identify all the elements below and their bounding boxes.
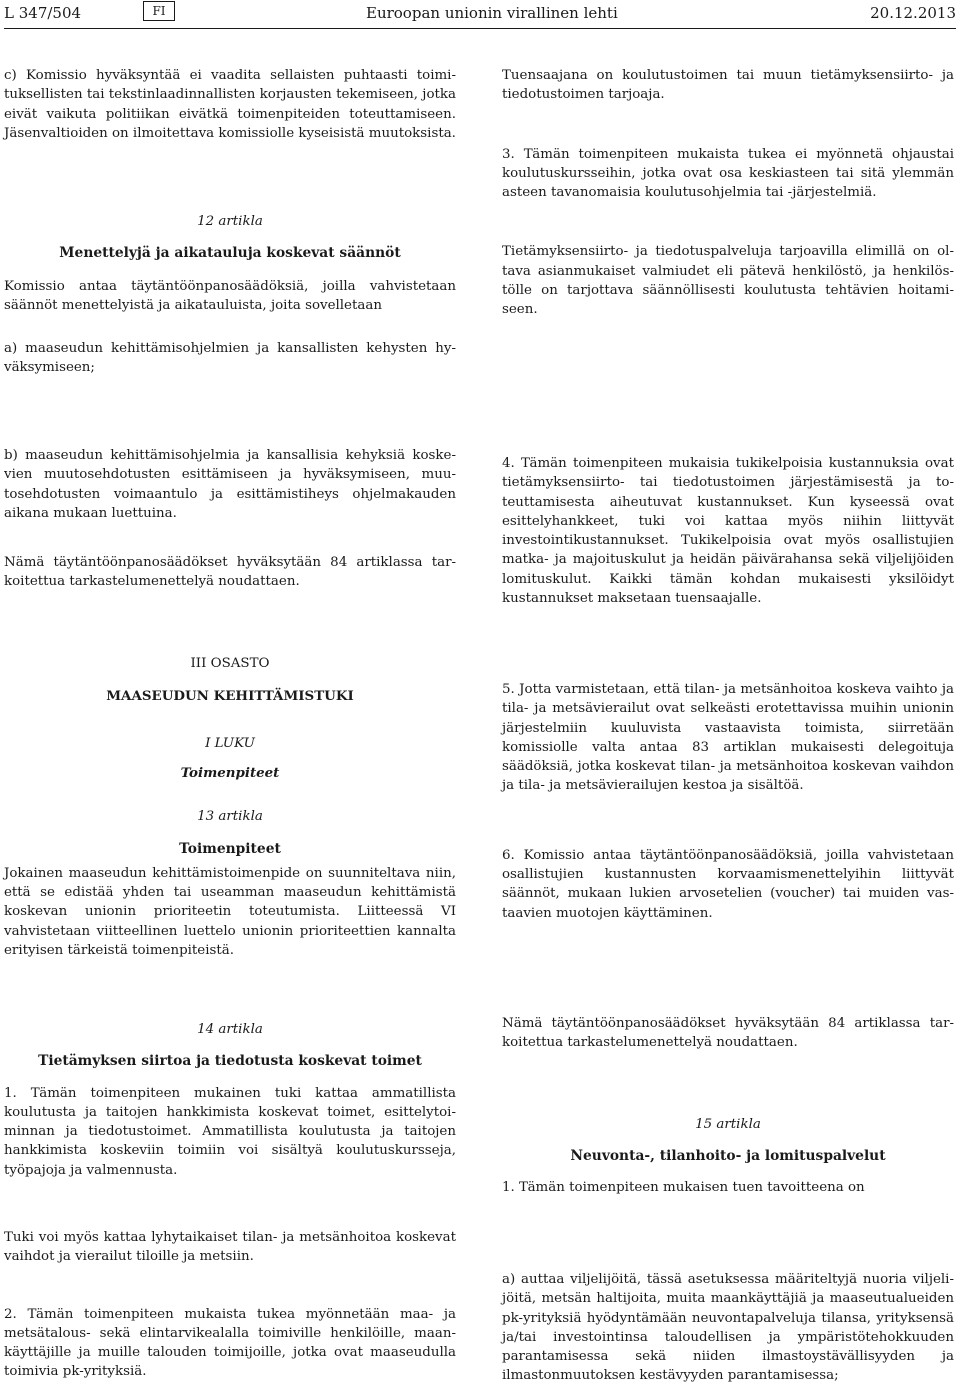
title-iii-block [4, 654, 456, 960]
article-title: Toimenpiteet [179, 841, 281, 858]
journal-title: Euroopan unionin virallinen lehti [366, 4, 618, 22]
paragraph: Tuki voi myös kattaa lyhytaikaiset tilan- ja metsänhoitoa koskevat vaihdot ja vierailut tiloille ja metsiin. [4, 1230, 456, 1265]
paragraph: 4. Tämän toimenpiteen mukaisia tukikelpoisia kustannuksia ovat tietämyksensiirto- tai tiedotustoimen järjestämisestä ja toteuttamisesta aiheutuvat kustannukset. Kun kyseessä ovat esittelyhankkeet, tuki voi kattaa myös niihin liittyvät investointikustannukset. Tukikelpoisia ovat myös osallistujien matka- ja majoituskulut ja heidän päivärahansa sekä viljelijöiden lomituskulut. Kaikki tämän kohdan mukaisesti yksilöidyt kustannukset maksetaan tuensaajalle. [502, 456, 954, 607]
paragraph-1: 1. Tämän toimenpiteen mukaisen tuen tavoitteena on [502, 1180, 865, 1196]
paragraph: Komissio antaa täytäntöönpanosäädöksiä, joilla vahvistetaan säännöt menettelyistä ja aikatauluista, joita sovelletaan [4, 278, 456, 313]
article-14 [4, 1020, 456, 1180]
article-number: 15 artikla [695, 1116, 761, 1132]
item-b: b) maaseudun kehittämisohjelmia ja kansallisia kehyksiä koskevien muutosehdotusten esittämiseen ja hyväksymiseen, muutosehdotusten voimaantulo ja esittämistiheys ohjelmakauden aikana mukaan luettuina. [4, 448, 456, 521]
article-title: Tietämyksen siirtoa ja tiedotusta koskevat toimet [38, 1053, 422, 1070]
chapter-number: I LUKU [205, 735, 255, 751]
article-number: 14 artikla [197, 1022, 263, 1037]
publication-date: 20.12.2013 [870, 4, 956, 22]
paragraph: Jokainen maaseudun kehittämistoimenpide on suunniteltava niin, että se edistää yhden tai useamman maaseudun kehittämistä koskevan unionin prioriteetin toteutumista. Liitteessä VI vahvistetaan viitteellinen luettelo unionin prioriteettien kannalta erityisen tärkeistä toimenpiteistä. [4, 865, 456, 958]
paragraph-4 [502, 454, 954, 608]
paragraph: Nämä täytäntöönpanosäädökset hyväksytään 84 artiklassa tarkoitettua tarkastelumenettelyä noudattaen. [502, 1016, 954, 1051]
paragraph: Tuensaajana on koulutustoimen tai muun tietämyksensiirto- ja tiedotustoimen tarjoaja. [502, 68, 954, 103]
chapter-title: Toimenpiteet [180, 764, 280, 781]
item-a: a) maaseudun kehittämisohjelmien ja kansallisten kehysten hyväksymiseen; [4, 341, 456, 376]
paragraphs-5-6 [502, 680, 954, 923]
left-bottom-block [4, 1228, 456, 1382]
language-badge: FI [143, 1, 175, 21]
item-a-block [502, 1270, 954, 1386]
article-12 [4, 212, 456, 378]
right-top-block [502, 66, 954, 320]
paragraph: c) Komissio hyväksyntää ei vaadita sellaisten puhtaasti toimituksellisten tai tekstinlaadinnallisten korjausten tekemiseen, jotka eivät vaikuta politiikan eivätkä toimenpiteiden toteuttamiseen. Jäsenvaltioiden on ilmoitettava komissiolle kyseisistä muutoksista. [4, 68, 456, 141]
article-15-block [502, 1014, 954, 1197]
paragraph-3: 3. Tämän toimenpiteen mukaista tukea ei myönnetä ohjaustai koulutuskursseihin, jotka ovat osa keskiasteen tai sitä ylemmän asteen tavanomaisia koulutusohjelmia tai -järjestelmiä. [502, 146, 954, 201]
article-title: Menettelyjä ja aikatauluja koskevat säännöt [59, 245, 401, 262]
osasto-title: MAASEUDUN KEHITTÄMISTUKI [106, 688, 354, 705]
item-a: a) auttaa viljelijöitä, tässä asetuksessa määriteltyjä nuoria viljelijöitä, metsän haltijoita, muita maankäyttäjiä ja maaseutualueiden pk-yrityksiä hyödyntämään neuvontapalveluja tilansa, yrityksensä ja/tai investointinsa taloudellisen ja ympäristötehokkuuden parantamisessa sekä niiden ilmastoystävällisyyden ja ilmastonmuutoksen kestävyyden parantamisessa; [502, 1272, 954, 1384]
article-number: 13 artikla [197, 809, 263, 825]
paragraph: Tietämyksensiirto- ja tiedotuspalveluja tarjoavilla elimillä on oltava asianmukaiset valmiudet eli pätevä henkilöstö, ja henkilöstölle on tarjottava säännöllisesti koulutusta tehtävien hoitamiseen. [502, 244, 954, 318]
item-c [4, 66, 456, 143]
article-number: 12 artikla [197, 214, 263, 229]
page-reference: L 347/504 [4, 4, 82, 22]
header-rule [4, 28, 956, 29]
page-header [4, 0, 956, 28]
item-b-block [4, 446, 456, 592]
osasto-number: III OSASTO [190, 656, 270, 671]
paragraph-1: 1. Tämän toimenpiteen mukainen tuki kattaa ammatillista koulutusta ja taitojen hankkimista koskevat toimet, esittelytoiminnan ja tiedotustoimet. Ammatillista koulutusta ja taitojen hankkimista koskeviin toimiin voi sisältyä koulutuskursseja, työpajoja ja valmennusta. [4, 1085, 456, 1178]
paragraph-5: 5. Jotta varmistetaan, että tilan- ja metsänhoitoa koskeva vaihto ja tila- ja metsävierailut ovat selkeästi erotettavissa muihin unionin järjestelmiin kuuluvista vastaavista toimista, siirretään komissiolle valta antaa 83 artiklan mukaisesti delegoituja säädöksiä, jotka koskevat tilan- ja metsänhoitoa koskevan vaihdon ja tila- ja metsävierailujen kestoa ja sisältöä. [502, 682, 954, 794]
paragraph-2: 2. Tämän toimenpiteen mukaista tukea myönnetään maa- ja metsätalous- sekä elintarvikealalla toimiville henkilöille, maankäyttäjille ja muille talouden toimijoille, jotka ovat maaseudulla toimivia pk-yrityksiä. [4, 1306, 456, 1380]
article-title: Neuvonta-, tilanhoito- ja lomituspalvelut [570, 1147, 886, 1164]
paragraph-6: 6. Komissio antaa täytäntöönpanosäädöksiä, joilla vahvistetaan osallistujien kustannusten korvaamismenettelyihin liittyvät säännöt, mukaan lukien arvosetelien (voucher) tai muiden vastaavien muotojen käyttäminen. [502, 847, 954, 921]
paragraph: Nämä täytäntöönpanosäädökset hyväksytään 84 artiklassa tarkoitettua tarkastelumenettelyä noudattaen. [4, 555, 456, 590]
